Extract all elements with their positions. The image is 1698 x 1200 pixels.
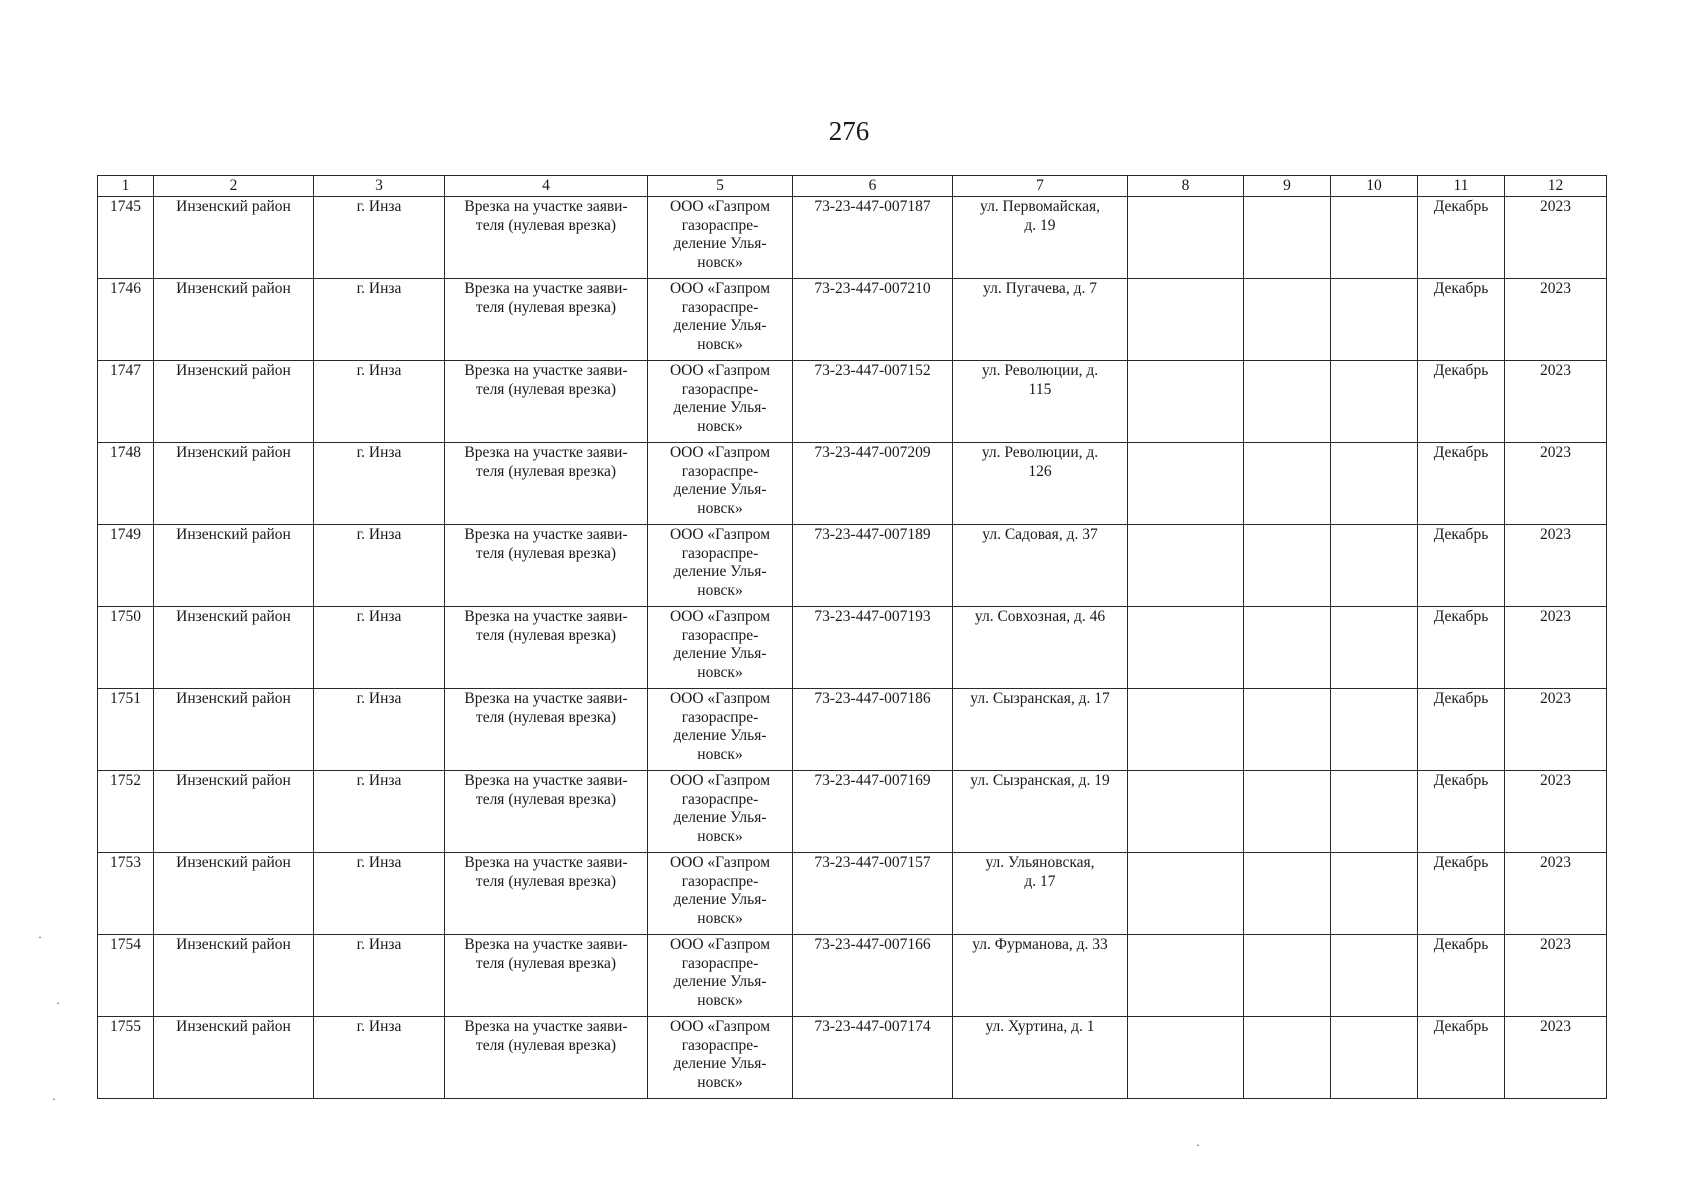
table-body <box>98 197 1607 1099</box>
year-cell: 2023 <box>1505 771 1607 853</box>
scan-speck: · <box>38 930 42 944</box>
table-row <box>98 771 1607 853</box>
row-number: 1748 <box>98 443 154 525</box>
row-number: 1754 <box>98 935 154 1017</box>
object-code-cell: 73-23-447-007169 <box>793 771 953 853</box>
column-header: 9 <box>1244 176 1331 197</box>
column-header: 6 <box>793 176 953 197</box>
year-cell: 2023 <box>1505 607 1607 689</box>
address-cell: ул. Пугачева, д. 7 <box>953 279 1128 361</box>
table-row <box>98 525 1607 607</box>
object-code-cell: 73-23-447-007209 <box>793 443 953 525</box>
scan-speck: · <box>1196 1138 1200 1152</box>
settlement-cell: г. Инза <box>314 279 445 361</box>
column-10-cell <box>1331 361 1418 443</box>
table-row <box>98 197 1607 279</box>
district-cell: Инзенский район <box>154 689 314 771</box>
row-number: 1747 <box>98 361 154 443</box>
column-8-cell <box>1128 935 1244 1017</box>
address-cell: ул. Садовая, д. 37 <box>953 525 1128 607</box>
month-cell: Декабрь <box>1418 607 1505 689</box>
row-number: 1751 <box>98 689 154 771</box>
month-cell: Декабрь <box>1418 853 1505 935</box>
column-10-cell <box>1331 853 1418 935</box>
object-code-cell: 73-23-447-007189 <box>793 525 953 607</box>
settlement-cell: г. Инза <box>314 689 445 771</box>
organization-cell: ООО «Газпром газораспре- деление Улья- новск» <box>648 525 793 607</box>
column-8-cell <box>1128 525 1244 607</box>
settlement-cell: г. Инза <box>314 361 445 443</box>
object-code-cell: 73-23-447-007187 <box>793 197 953 279</box>
row-number: 1755 <box>98 1017 154 1099</box>
district-cell: Инзенский район <box>154 935 314 1017</box>
object-code-cell: 73-23-447-007193 <box>793 607 953 689</box>
year-cell: 2023 <box>1505 525 1607 607</box>
column-header: 2 <box>154 176 314 197</box>
column-header: 10 <box>1331 176 1418 197</box>
work-type-cell: Врезка на участке заяви- теля (нулевая врезка) <box>445 197 648 279</box>
column-10-cell <box>1331 279 1418 361</box>
address-cell: ул. Совхозная, д. 46 <box>953 607 1128 689</box>
row-number: 1750 <box>98 607 154 689</box>
column-8-cell <box>1128 607 1244 689</box>
month-cell: Декабрь <box>1418 279 1505 361</box>
work-type-cell: Врезка на участке заяви- теля (нулевая врезка) <box>445 607 648 689</box>
settlement-cell: г. Инза <box>314 853 445 935</box>
year-cell: 2023 <box>1505 443 1607 525</box>
district-cell: Инзенский район <box>154 1017 314 1099</box>
column-8-cell <box>1128 443 1244 525</box>
organization-cell: ООО «Газпром газораспре- деление Улья- новск» <box>648 689 793 771</box>
column-9-cell <box>1244 689 1331 771</box>
column-header: 12 <box>1505 176 1607 197</box>
year-cell: 2023 <box>1505 1017 1607 1099</box>
column-10-cell <box>1331 197 1418 279</box>
column-9-cell <box>1244 361 1331 443</box>
district-cell: Инзенский район <box>154 361 314 443</box>
column-header: 5 <box>648 176 793 197</box>
scan-speck: · <box>56 996 60 1010</box>
column-header: 1 <box>98 176 154 197</box>
month-cell: Декабрь <box>1418 689 1505 771</box>
year-cell: 2023 <box>1505 361 1607 443</box>
table-row <box>98 607 1607 689</box>
column-8-cell <box>1128 771 1244 853</box>
month-cell: Декабрь <box>1418 443 1505 525</box>
column-header: 3 <box>314 176 445 197</box>
organization-cell: ООО «Газпром газораспре- деление Улья- новск» <box>648 197 793 279</box>
address-cell: ул. Революции, д. 126 <box>953 443 1128 525</box>
work-type-cell: Врезка на участке заяви- теля (нулевая врезка) <box>445 361 648 443</box>
organization-cell: ООО «Газпром газораспре- деление Улья- новск» <box>648 361 793 443</box>
column-header: 4 <box>445 176 648 197</box>
month-cell: Декабрь <box>1418 771 1505 853</box>
object-code-cell: 73-23-447-007166 <box>793 935 953 1017</box>
column-10-cell <box>1331 1017 1418 1099</box>
column-8-cell <box>1128 689 1244 771</box>
organization-cell: ООО «Газпром газораспре- деление Улья- новск» <box>648 607 793 689</box>
column-9-cell <box>1244 771 1331 853</box>
year-cell: 2023 <box>1505 853 1607 935</box>
month-cell: Декабрь <box>1418 935 1505 1017</box>
column-10-cell <box>1331 771 1418 853</box>
column-8-cell <box>1128 1017 1244 1099</box>
settlement-cell: г. Инза <box>314 525 445 607</box>
column-header: 11 <box>1418 176 1505 197</box>
column-9-cell <box>1244 279 1331 361</box>
row-number: 1746 <box>98 279 154 361</box>
table-row <box>98 853 1607 935</box>
address-cell: ул. Хуртина, д. 1 <box>953 1017 1128 1099</box>
address-cell: ул. Революции, д. 115 <box>953 361 1128 443</box>
address-cell: ул. Ульяновская, д. 17 <box>953 853 1128 935</box>
column-9-cell <box>1244 197 1331 279</box>
month-cell: Декабрь <box>1418 525 1505 607</box>
month-cell: Декабрь <box>1418 197 1505 279</box>
work-type-cell: Врезка на участке заяви- теля (нулевая врезка) <box>445 1017 648 1099</box>
settlement-cell: г. Инза <box>314 197 445 279</box>
settlement-cell: г. Инза <box>314 771 445 853</box>
month-cell: Декабрь <box>1418 1017 1505 1099</box>
district-cell: Инзенский район <box>154 607 314 689</box>
column-10-cell <box>1331 689 1418 771</box>
district-cell: Инзенский район <box>154 443 314 525</box>
address-cell: ул. Сызранская, д. 19 <box>953 771 1128 853</box>
organization-cell: ООО «Газпром газораспре- деление Улья- новск» <box>648 853 793 935</box>
district-cell: Инзенский район <box>154 771 314 853</box>
column-header: 8 <box>1128 176 1244 197</box>
object-code-cell: 73-23-447-007174 <box>793 1017 953 1099</box>
column-8-cell <box>1128 279 1244 361</box>
row-number: 1752 <box>98 771 154 853</box>
address-cell: ул. Фурманова, д. 33 <box>953 935 1128 1017</box>
table-row <box>98 443 1607 525</box>
column-8-cell <box>1128 853 1244 935</box>
row-number: 1753 <box>98 853 154 935</box>
year-cell: 2023 <box>1505 935 1607 1017</box>
district-cell: Инзенский район <box>154 525 314 607</box>
table-row <box>98 1017 1607 1099</box>
organization-cell: ООО «Газпром газораспре- деление Улья- новск» <box>648 1017 793 1099</box>
work-type-cell: Врезка на участке заяви- теля (нулевая врезка) <box>445 279 648 361</box>
column-9-cell <box>1244 935 1331 1017</box>
settlement-cell: г. Инза <box>314 443 445 525</box>
column-8-cell <box>1128 197 1244 279</box>
work-type-cell: Врезка на участке заяви- теля (нулевая врезка) <box>445 443 648 525</box>
page-number: 276 <box>828 116 870 146</box>
settlement-cell: г. Инза <box>314 607 445 689</box>
district-cell: Инзенский район <box>154 197 314 279</box>
month-cell: Декабрь <box>1418 361 1505 443</box>
organization-cell: ООО «Газпром газораспре- деление Улья- новск» <box>648 935 793 1017</box>
object-code-cell: 73-23-447-007210 <box>793 279 953 361</box>
organization-cell: ООО «Газпром газораспре- деление Улья- новск» <box>648 279 793 361</box>
column-8-cell <box>1128 361 1244 443</box>
organization-cell: ООО «Газпром газораспре- деление Улья- новск» <box>648 771 793 853</box>
organization-cell: ООО «Газпром газораспре- деление Улья- новск» <box>648 443 793 525</box>
column-9-cell <box>1244 853 1331 935</box>
work-type-cell: Врезка на участке заяви- теля (нулевая врезка) <box>445 525 648 607</box>
column-9-cell <box>1244 1017 1331 1099</box>
table-row <box>98 935 1607 1017</box>
row-number: 1749 <box>98 525 154 607</box>
address-cell: ул. Первомайская, д. 19 <box>953 197 1128 279</box>
settlement-cell: г. Инза <box>314 1017 445 1099</box>
row-number: 1745 <box>98 197 154 279</box>
gasification-registry-table <box>97 175 1607 1099</box>
object-code-cell: 73-23-447-007152 <box>793 361 953 443</box>
work-type-cell: Врезка на участке заяви- теля (нулевая врезка) <box>445 853 648 935</box>
address-cell: ул. Сызранская, д. 17 <box>953 689 1128 771</box>
column-9-cell <box>1244 443 1331 525</box>
settlement-cell: г. Инза <box>314 935 445 1017</box>
column-10-cell <box>1331 935 1418 1017</box>
column-10-cell <box>1331 443 1418 525</box>
object-code-cell: 73-23-447-007186 <box>793 689 953 771</box>
scan-speck: · <box>52 1092 56 1106</box>
column-9-cell <box>1244 525 1331 607</box>
column-header: 7 <box>953 176 1128 197</box>
table-row <box>98 689 1607 771</box>
column-10-cell <box>1331 525 1418 607</box>
work-type-cell: Врезка на участке заяви- теля (нулевая врезка) <box>445 689 648 771</box>
column-number-row <box>98 176 1607 197</box>
object-code-cell: 73-23-447-007157 <box>793 853 953 935</box>
district-cell: Инзенский район <box>154 279 314 361</box>
year-cell: 2023 <box>1505 689 1607 771</box>
work-type-cell: Врезка на участке заяви- теля (нулевая врезка) <box>445 771 648 853</box>
column-10-cell <box>1331 607 1418 689</box>
table-row <box>98 361 1607 443</box>
work-type-cell: Врезка на участке заяви- теля (нулевая врезка) <box>445 935 648 1017</box>
district-cell: Инзенский район <box>154 853 314 935</box>
year-cell: 2023 <box>1505 279 1607 361</box>
table-row <box>98 279 1607 361</box>
column-9-cell <box>1244 607 1331 689</box>
year-cell: 2023 <box>1505 197 1607 279</box>
